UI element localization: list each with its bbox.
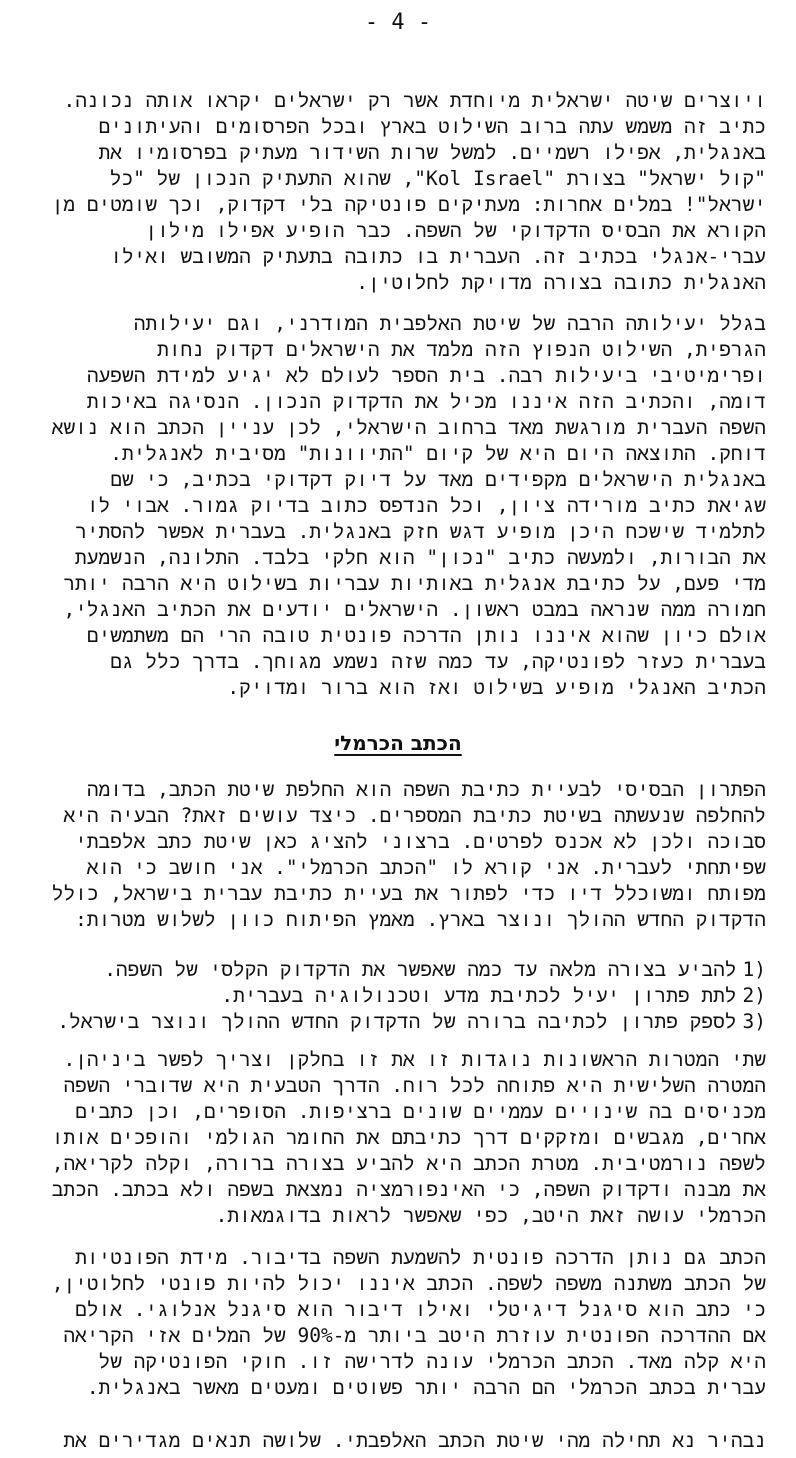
list-item (28, 1009, 766, 1035)
list-item-number: 3) (742, 1010, 766, 1033)
list-item (28, 957, 766, 983)
text-line: שתי המטרות הראשונות נוגדות זו את זו בחלקן וצריך לפשר ביניהן. (63, 1048, 766, 1071)
text-line: אחרים, מגבשים ומזקקים דרך כתיבתם את החומר הגולמי והופכים אותו (51, 1126, 766, 1149)
text-line: חמורה ממה שנראה במבט ראשון. הישראלים יודעים את הכתיב האנגלי, (63, 598, 766, 621)
paragraph-4 (28, 1047, 766, 1229)
paragraph-5 (28, 1245, 766, 1401)
list-item-text: לספק פתרון לכתיבה ברורה של הדקדוק החדש ההולך ונוצר בישראל. (57, 1010, 737, 1033)
text-line: בגלל יעילותה הרבה של שיטת האלפבית המודרני, וגם יעילותה (133, 312, 766, 335)
text-line: הכרמלי עושה זאת היטב, כפי שאפשר לראות בדוגמאות. (215, 1204, 766, 1227)
list-item (28, 983, 766, 1009)
text-line: לשפה נורמטיבית. מטרת הכתב היא להביע בצורה ברורה, וקלה לקריאה, (51, 1152, 766, 1175)
text-line: מכניסים בה שינויים עממיים שונים ברציפות. הסופרים, וכן כתבים (75, 1100, 766, 1123)
text-line: לתלמיד שישכח היכן מופיע דגש חזק באנגלית. בעברית אפשר להסתיר (75, 520, 766, 543)
text-line: הכתב גם נותן הדרכה פונטית להשמעת השפה בדיבור. מידת הפונטיות (75, 1246, 766, 1269)
text-line: ישראל"! במלים אחרות: מעתיקים פונטיקה בלי דקדוק, וכך שומטים מן (51, 193, 766, 216)
text-line: הדקדוק החדש ההולך ונוצר בארץ. מאמץ הפיתוח כוון לשלוש מטרות: (75, 908, 766, 931)
text-line: שפיתחתי לעברית. אני קורא לו "הכתב הכרמלי". אני חושב כי הוא (86, 856, 766, 879)
text-line: סבוכה ולכן לא אכנס לפרטים. ברצוני להציג כאן שיטת כתב אלפבתי (75, 830, 766, 853)
text-line: מפותח ומשוכלל דיו כדי לפתור את בעיית כתיבת עברית בישראל, כולל (51, 882, 766, 905)
list-item-number: 1) (742, 958, 766, 981)
text-line: השפה העברית מורגשת מאד ברחוב הישראלי, לכן עניין הכתב הוא נושא (51, 416, 766, 439)
text-line: "קול ישראל" בצורת "Kol Israel", שהוא התעתיק הנכון של "כל (109, 167, 766, 190)
text-line: היא קלה מאד. הכתב הכרמלי עונה לדרישה זו. חוקי הפונטיקה של (98, 1350, 766, 1373)
text-line: הפתרון הבסיסי לבעיית כתיבת השפה הוא החלפת שיטת הכתב, בדומה (86, 778, 766, 801)
paragraph-1 (28, 88, 766, 296)
list-item-text: לתת פתרון יעיל לכתיבת מדע וטכנולוגיה בעברית. (221, 984, 737, 1007)
text-line: כתיב זה משמש עתה ברוב השילוט בארץ ובכל הפרסומים והעיתונים (98, 115, 766, 138)
text-line: הכתיב האנגלי מופיע בשילוט ואז הוא ברור ומדויק. (227, 676, 766, 699)
text-line: נבהיר נא תחילה מהי שיטת הכתב האלפבתי. שלושה תנאים מגדירים את (63, 1429, 766, 1452)
text-line: את מבנה ודקדוק השפה, כי האינפורמציה נמצאת בשפה ולא בכתב. הכתב (51, 1178, 766, 1201)
text-line: באנגלית, אפילו רשמיים. למשל שרות השידור מעתיק בפרסומיו את (98, 141, 766, 164)
text-line: המטרה השלישית היא פתוחה לכל רוח. הדרך הטבעית היא שדוברי השפה (63, 1074, 766, 1097)
text-line: מדי פעם, על כתיבת אנגלית באותיות עבריות בשילוט היא הרבה יותר (63, 572, 766, 595)
text-line: האנגלית כתובה בצורה מדויקת לחלוטין. (356, 271, 766, 294)
text-line: אולם כיון שהוא איננו נותן הדרכה פונטית טובה הרי הם משתמשים (86, 624, 766, 647)
text-line: להחלפה שנעשתה בשיטת כתיבת המספרים. כיצד עושים זאת? הבעיה היא (63, 804, 766, 827)
text-line: עברי-אנגלי בכתיב זה. העברית בו כתובה בתעתיק המשובש ואילו (110, 245, 766, 268)
text-line: ויוצרים שיטה ישראלית מיוחדת אשר רק ישראלים יקראו אותה נכונה. (63, 89, 766, 112)
paragraph-3 (28, 777, 766, 933)
text-line: עברית בכתב הכרמלי הם הרבה יותר פשוטים ומעטים מאשר באנגלית. (86, 1376, 766, 1399)
list-item-number: 2) (742, 984, 766, 1007)
text-line: שגיאת כתיב מורידה ציון, וכל הנדפס כתוב בדיוק גמור. אבוי לו (86, 494, 766, 517)
text-line: בעברית כעזר לפונטיקה, עד כמה שזה נשמע מגוחך. בדרך כלל גם (110, 650, 766, 673)
section-heading: הכתב הכרמלי (334, 731, 462, 755)
paragraph-6 (28, 1428, 766, 1454)
list-item-text: להביע בצורה מלאה עד כמה שאפשר את הדקדוק הקלסי של השפה. (104, 958, 737, 981)
text-line: אם ההדרכה הפונטית עוזרת היטב ביותר מ-90% של המלים אזי הקריאה (63, 1324, 766, 1347)
text-line: הקורא את הבסיס הדקדוקי של השפה. כבר הופיע אפילו מילון (145, 219, 766, 242)
text-line: באנגלית הישראלים מקפידים מאד על דיוק דקדוקי בכתיב, כי שם (110, 468, 766, 491)
text-line: ופרימיטיבי ביעילות רבה. בית הספר לעולם לא יגיע למידת השפעה (86, 364, 766, 387)
text-line: דומה, והכתיב הזה איננו מכיל את הדקדוק הנכון. הנסיגה באיכות (86, 390, 766, 413)
paragraph-2 (28, 311, 766, 701)
text-line: את הבורות, ולמעשה כתיב "נכון" הוא חלקי בלבד. התלונה, הנשמעת (75, 546, 766, 569)
goals-list (28, 957, 766, 1035)
text-line: דוחק. התוצאה היום היא של קיום "התיוונות" מסיבית לאנגלית. (110, 442, 766, 465)
text-line: של הכתב משתנה משפה לשפה. הכתב איננו יכול להיות פונטי לחלוטין, (51, 1272, 766, 1295)
text-line: כי כתב הוא סיגנל דיגיטלי ואילו דיבור הוא סיגנל אנלוגי. אולם (75, 1298, 766, 1321)
text-line: הגרפית, השילוט הנפוץ הזה מלמד את הישראלים דקדוק נחות (157, 338, 766, 361)
page-number: - 4 - (364, 10, 432, 35)
